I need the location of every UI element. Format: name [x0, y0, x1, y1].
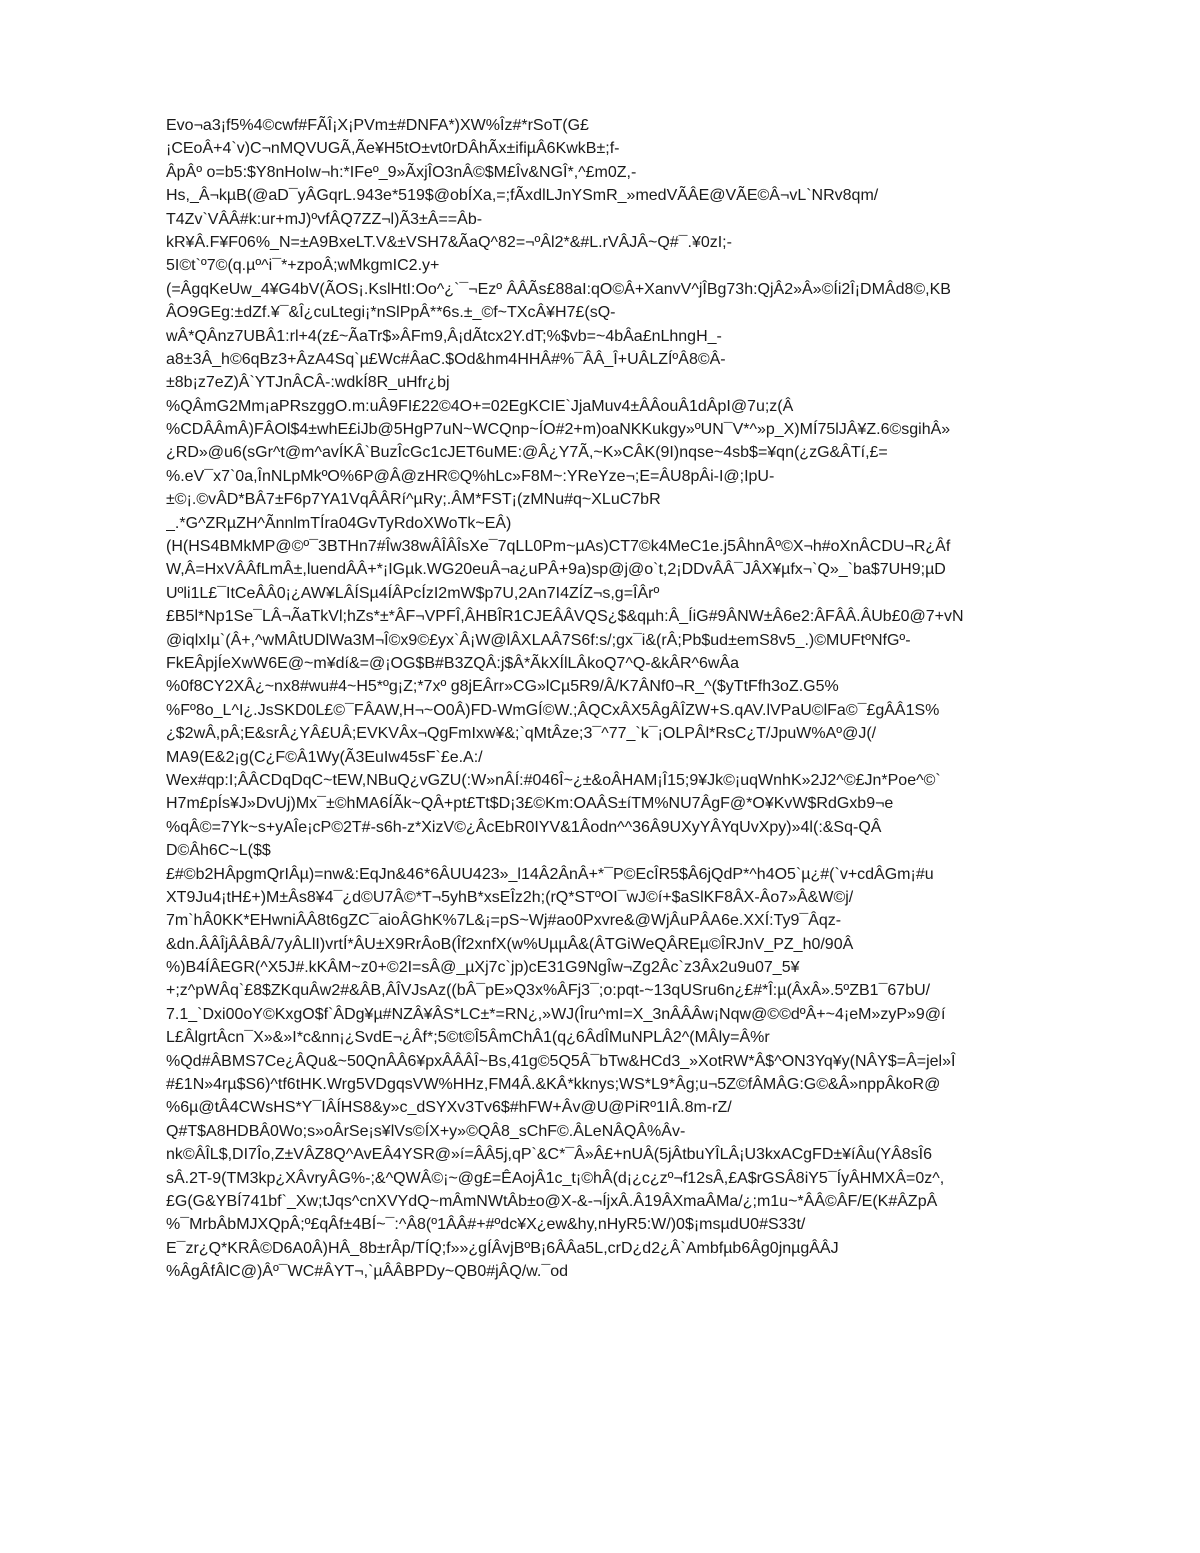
text-line: %)B4ÍÂEGR(^X5J#.kKÂM~z0+©2I=sÂ@_µXj7c`jp)cE31G9NgÎw¬Zg2Âc`z3Âx2u9u07_5¥: [166, 959, 800, 977]
text-line: 7.1_`Dxi00oY©KxgO$f`ÂDg¥µ#NZÂ¥ÂS*LC±*=RN¿,»WJ(Îru^mI=X_3nÂÂÂw¡Nqw@©©dºÂ+~4¡eM»zyP»9@í: [166, 1005, 946, 1023]
text-line: %Qd#ÂBMS7Ce¿ÂQu&~50QnÂÂ6¥pxÂÂÂÎ~Bs,41g©5Q5Â¯bTw&HCd3_»XotRW*Â$^ON3Yq¥y(NÂY$=Â=jel»Î: [166, 1052, 956, 1070]
text-line: Uºli1L£¯ItCeÂÂ0¡¿AW¥LÂÍSµ4ÍÂPcÍzI2mW$p7U,2An7I4ZÍZ¬s,g=ÎÂrº: [166, 584, 660, 602]
text-line: %Fº8o_L^I¿.JsSKD0L£©¯FÂAW,H¬~O0Â)FD-WmGÍ©W.;ÂQCxÂX5ÂgÂÎZW+S.qAV.lVPaU©lFa©¯£gÂÂ1S%: [166, 701, 940, 719]
text-line: ±©¡.©vÂD*BÂ7±F6p7YA1VqÂÂRí^µRy;.ÂM*FST¡(zMNu#q~XLuC7bR: [166, 491, 661, 509]
text-line: ÂpÂº o=b5:$Y8nHoIw¬h:*IFeº_9»ÃxjÎO3nÂ©$M£Îv&NGÎ*,^£m0Z,-: [166, 163, 637, 181]
text-line: £G(G&YBÍ741bf`_Xw;tJqs^cnXVYdQ~mÂmNWtÂb±o@X-&-¬ÍjxÂ.Â19ÂXmaÂMa/¿;m1u~*ÂÂ©ÂF/E(K#ÂZpÂ: [166, 1192, 938, 1210]
text-line: _.*G^ZRµZH^ÃnnlmTÍra04GvTyRdoXWoTk~EÂ): [166, 514, 512, 532]
text-line: %6µ@tÂ4CWsHS*Y¯IÂÍHS8&y»c_dSYXv3Tv6$#hFW+Âv@U@PiRº1IÂ.8m-rZ/: [166, 1099, 732, 1117]
text-line: nk©ÂÎL$,DI7Îo,Z±VÂZ8Q^AvEÂ4YSR@»í=ÂÂ5j,qP`&C*¯Â»Â£+nUÂ(5jÂtbuYÎLÂ¡U3kxACgFD±¥íÂu(YÂ8sÎ6: [166, 1146, 932, 1164]
text-line: ¿$2wÂ,pÂ;E&srÂ¿YÂ£UÂ;EVKVÂx¬QgFmIxw¥&;`qMtÂze;3¯^77_`k¯¡OLPÂl*RsC¿T/JpuW%Aº@J(/: [166, 725, 877, 743]
text-line: +;z^pWÂq`£8$ZKquÂw2#&ÂB,ÂÎVJsAz((bÂ¯pE»Q3x%ÂFj3¯;o:pqt-~13qUSru6n¿£#*Î:µ(ÂxÂ».5ºZB1¯67bU/: [166, 982, 931, 1000]
text-line: £#©b2HÂpgmQrIÂµ)=nw&:EqJn&46*6ÂUU423»_l14Â2ÂnÂ+*¯P©EcÎR5$Â6jQdP*^h4O5`µ¿#(`v+cdÂGm¡#u: [166, 865, 934, 883]
text-line: 7m`hÂ0KK*EHwniÂÂ8t6gZC¯aioÂGhK%7L&¡=pS~Wj#ao0Pxvre&@WjÂuPÂA6e.XXÍ:Ty9¯Âqz-: [166, 912, 842, 930]
text-line: %QÂmG2Mm¡aPRszggO.m:uÂ9FI£22©4O+=02EgKCIE`JjaMuv4±ÂÂouÂ1dÂpI@7u;z(Â: [166, 397, 794, 415]
text-line: Wex#qp:I;ÂÂCDqDqC~tEW,NBuQ¿vGZU(:W»nÂÍ:#046Î~¿±&oÂHAM¡Î15;9¥Jk©¡uqWnhK»2J2^©£Jn*Poe^©`: [166, 771, 941, 789]
text-line: FkEÂpjÍeXwW6E@~m¥dí&=@¡OG$B#B3ZQÂ:j$Â*ÃkXÍlLÂkoQ7^Q-&kÂR^6wÂa: [166, 654, 740, 672]
text-line: %CDÂÂmÂ)FÂOl$4±whE£iJb@5HgP7uN~WCQnp~ÍO#2+m)oaNKKukgy»ºUN¯V*^»p_X)MÍ75lJÂ¥Z.6©sgihÂ»: [166, 421, 951, 439]
text-line: W,Â=HxVÂÂfLmÂ±,luendÂÂ+*¡IGµk.WG20euÂ¬a¿uPÂ+9a)sp@j@o`t,2¡DDvÂÂ¯JÂX¥µfx¬`Q»_`ba$7UH9;µD: [166, 561, 946, 579]
text-line: %0f8CY2XÂ¿~nx8#wu#4~H5*ºg¡Z;*7xº g8jEÂrr»CG»lCµ5R9/Â/K7ÂNf0¬R_^($yTtFfh3oZ.G5%: [166, 678, 839, 696]
text-line: sÂ.2T-9(TM3kp¿XÂvryÂG%-;&^QWÂ©¡~@g£=ÊAojÂ1c_t¡©hÂ(d¡¿c¿zº¬f12sÂ,£A$rGSÂ8iY5¯ÍyÂHMXÂ=0z^,: [166, 1169, 945, 1187]
text-line: ÂO9GEg:±dZf.¥¯&Î¿cuLtegi¡*nSlPpÂ**6s.±_©f~TXcÂ¥H7£(sQ-: [166, 304, 616, 322]
text-line: wÂ*QÂnz7UBÂ1:rl+4(z£~ÃaTr$»ÂFm9,Â¡dÃtcx2Y.dT;%$vb=~4bÂa£nLhngH_-: [166, 327, 722, 345]
text-line: ±8b¡z7eZ)Â`YTJnÂCÂ-:wdkÍ8R_uHfr¿bj: [166, 374, 450, 392]
text-line: Q#T$A8HDBÂ0Wo;s»oÂrSe¡s¥lVs©ÍX+y»©QÂ8_sChF©.ÂLeNÂQÂ%Âv-: [166, 1122, 686, 1140]
text-line: (=ÂgqKeUw_4¥G4bV(ÃOS¡.KslHtI:Oo^¿`¯¬Ezº ÂÂÃs£88aI:qO©Â+XanvV^jÎBg73h:QjÂ2»Â»©Íi2Î¡DMÂd8©,KB: [166, 280, 951, 298]
garbled-text-block: [166, 114, 1126, 1284]
text-line: MA9(E&2¡g(C¿F©Â1Wy(Ã3EuIw45sF`£e.A:/: [166, 748, 483, 766]
text-line: 5I©t`º7©(q.µº^i¯*+zpoÂ;wMkgmIC2.y+: [166, 257, 440, 275]
text-line: &dn.ÂÂÎjÂÂBÂ/7yÂLlI)vrtÍ*ÂU±X9RrÂoB(Îf2xnfX(w%UµµÂ&(ÂTGiWeQÂREµ©ÎRJnV_PZ_h0/90Â: [166, 935, 854, 953]
text-line: H7m£pÍs¥J»DvUj)Mx¯±©hMA6ÍÃk~QÂ+pt£Tt$D¡3£©Km:OAÂS±íTM%NU7ÂgF@*O¥KvW$RdGxb9¬e: [166, 795, 894, 813]
text-line: Evo¬a3¡f5%4©cwf#FÃÎ¡X¡PVm±#DNFA*)XW%Îz#*rSoT(G£: [166, 117, 589, 134]
text-line: %qÂ©=7Yk~s+yAÎe¡cP©2T#-s6h-z*XizV©¿ÂcEbR0IYV&1Âodn^^36Â9UXyYÂYqUvXpy)»4l(:&Sq-QÂ: [166, 818, 882, 836]
text-line: %ÂgÂfÂlC@)Âº¯WC#ÂYT¬,`µÂÂBPDy~QB0#jÂQ/w.¯od: [166, 1263, 568, 1281]
text-line: a8±3Â_h©6qBz3+ÂzA4Sq`µ£Wc#ÂaC.$Od&hm4HHÂ#%¯ÂÂ_Î+UÂLZÍºÂ8©Â-: [166, 350, 726, 368]
text-line: XT9Ju4¡tH£+)M±Âs8¥4¯¿d©U7Â©*T¬5yhB*xsEÎz2h;(rQ*STºOI¯wJ©í+$aSlKF8ÂX-Âo7»Â&W©j/: [166, 888, 854, 906]
text-line: L£ÂlgrtÂcn¯X»&»I*c&nn¡¿SvdE¬¿Âf*;5©t©Î5ÂmChÂ1(q¿6ÂdÎMuNPLÂ2^(MÂly=Â%r: [166, 1029, 770, 1047]
text-line: (H(HS4BMkMP@©º¯3BTHn7#Îw38wÂÎÂÎsXe¯7qLL0Pm~µAs)CT7©k4MeC1e.j5ÂhnÂº©X¬h#oXnÂCDU¬R¿Âf: [166, 538, 951, 556]
text-line: £B5l*Np1Se¯LÂ¬ÃaTkVl;hZs*±*ÂF¬VPFÎ,ÂHBÎR1CJEÂÂVQS¿$&qµh:Â_ÍiG#9ÂNW±Â6e2:ÂFÂÂ.ÂUb£0@7+vN: [166, 608, 964, 626]
text-line: D©Âh6C~L($$: [166, 842, 271, 860]
text-line: Hs,_Â¬kµB(@aD¯yÂGqrL.943e*519$@obÍXa,=;fÃxdlLJnYSmR_»medVÃÂE@VÃE©Â¬vL`NRv8qm/: [166, 187, 879, 205]
text-line: ¿RD»@u6(sGr^t@m^avÍKÂ`BuzÎcGc1cJET6uME:@Â¿Y7Ã,~K»CÂK(9I)nqse~4sb$=¥qn(¿zG&ÂTí,£=: [166, 444, 888, 462]
text-line: @iqlxIµ`(Â+,^wMÂtUDlWa3M¬Î©x9©£yx`Â¡W@lÂXLAÂ7S6f:s/;gx¯i&(rÂ;Pb$ud±emS8v5_.)©MUFtºNfGº-: [166, 631, 911, 649]
text-line: T4Zv`VÂÂ#k:ur+mJ)ºvfÂQ7ZZ¬l)Ã3±Â==Âb-: [166, 210, 483, 228]
text-line: E¯zr¿Q*KRÂ©D6A0Â)HÂ_8b±rÂp/TÍQ;f»»¿gÍÂvjBºB¡6ÂÂa5L,crD¿d2¿Â`Ambfµb6Âg0jnµgÂÂJ: [166, 1239, 839, 1257]
text-line: %.eV¯x7`0a,ÎnNLpMkºO%6P@Â@zHR©Q%hLc»F8M~:YReYze¬;E=ÂU8pÂi-I@;IpU-: [166, 467, 775, 485]
text-line: kR¥Â.F¥F06%_N=±A9BxeLT.V&±VSH7&ÃaQ^82=¬ºÂl2*&#L.rVÂJÂ~Q#¯.¥0zI;-: [166, 233, 732, 251]
text-line: %¯MrbÂbMJXQpÂ;º£qÂf±4BÍ~¯:^Â8(º1ÂÂ#+#ºdc¥X¿ew&hy,nHyR5:W/)0$¡msµdU0#S33t/: [166, 1216, 806, 1234]
text-line: ¡CEoÂ+4`v)C¬nMQVUGÃ,Ãe¥H5tO±vt0rDÂhÃx±ifiµÂ6KwkB±;f-: [166, 140, 620, 158]
text-line: #£1N»4rµ$S6)^tf6tHK.Wrg5VDgqsVW%HHz,FM4Â.&KÂ*kknys;WS*L9*Âg;u¬5Z©fÂMÂG:G©&Â»nppÂkoR@: [166, 1076, 941, 1094]
